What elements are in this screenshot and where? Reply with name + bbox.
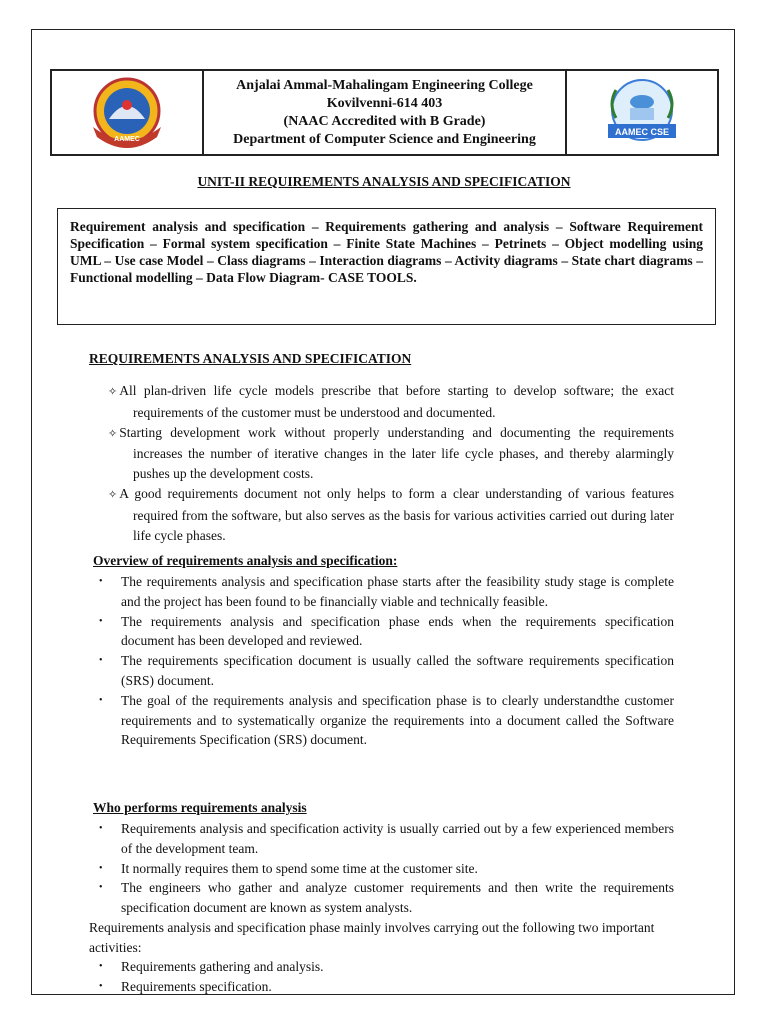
department-name: Department of Computer Science and Engineering <box>233 131 536 147</box>
list-item-text: The goal of the requirements analysis and specification phase is to clearly understandthe customer requirements and to systematically organize the requirements into a document called the Software Requirements Specification (SRS) document. <box>121 692 674 748</box>
diamond-bullet-icon: ✧ <box>108 386 118 398</box>
list-item-text: All plan-driven life cycle models prescribe that before starting to develop software; the exact requirements of the customer must be understood and documented. <box>119 383 674 420</box>
list-item-text: The requirements specification document is usually called the software requirements specification (SRS) document. <box>121 653 674 688</box>
bullet-icon: • <box>99 823 103 834</box>
bullet-icon: • <box>99 615 103 627</box>
college-info <box>204 71 565 154</box>
list-item-text: Requirements analysis and specification activity is usually carried out by a few experienced members of the development team. <box>121 821 674 856</box>
section-heading-overview: Overview of requirements analysis and specification: <box>93 553 398 568</box>
list-item-text: The requirements analysis and specification phase starts after the feasibility study stage is complete and the project has been found to be financially viable and technically feasible. <box>121 574 674 609</box>
list-item <box>93 977 674 997</box>
diamond-list <box>108 381 674 545</box>
list-item <box>93 859 674 879</box>
list-item <box>93 572 674 612</box>
section-heading-who-performs: Who performs requirements analysis <box>93 800 307 815</box>
list-item <box>93 651 674 691</box>
college-accreditation: (NAAC Accredited with B Grade) <box>283 113 486 129</box>
bullet-icon: • <box>99 862 103 874</box>
list-item-text: Requirements gathering and analysis. <box>121 959 324 974</box>
overview-list <box>93 572 674 750</box>
list-item-text: Starting development work without properly understanding and documenting the requirements increases the number of iterative changes in the later life cycle phases, and thereby alarmingly pushes up the development costs. <box>119 424 674 482</box>
list-item <box>108 381 674 423</box>
syllabus-text: Requirement analysis and specification – Requirements gathering and analysis – Software Requirement Specification – Formal system specification – Finite State Machines – Petrinets – Object modelling using UML – Use case Model – Class diagrams – Interaction diagrams – Activity diagrams – State chart diagrams – Functional modelling – Data Flow Diagram- CASE TOOLS. <box>70 219 703 285</box>
list-item-text: The requirements analysis and specification phase ends when the requirements specification document has been developed and reviewed. <box>121 613 674 649</box>
activities-list <box>93 957 674 997</box>
college-name: Anjalai Ammal-Mahalingam Engineering College <box>236 77 533 93</box>
college-logo-cell <box>52 71 204 154</box>
list-item <box>93 612 674 652</box>
college-location: Kovilvenni-614 403 <box>326 95 443 111</box>
list-item <box>93 691 674 750</box>
department-logo-cell <box>565 71 717 154</box>
department-logo-text: AAMEC CSE <box>614 126 670 137</box>
activities-paragraph: Requirements analysis and specification phase mainly involves carrying out the following two important activities: <box>89 920 655 955</box>
department-logo-icon <box>594 74 690 152</box>
bullet-icon: • <box>99 655 103 667</box>
list-item <box>93 957 674 977</box>
diamond-bullet-icon: ✧ <box>108 488 118 501</box>
diamond-bullet-icon: ✧ <box>108 427 118 440</box>
bullet-icon: • <box>99 980 103 992</box>
who-performs-list <box>93 819 674 918</box>
list-item <box>93 819 674 859</box>
bullet-icon: • <box>99 694 103 706</box>
bullet-icon: • <box>99 576 103 587</box>
list-item-text: A good requirements document not only helps to form a clear understanding of various features required from the software, but also serves as the basis for various activities carried out during later life cycle phases. <box>119 485 674 543</box>
list-item <box>108 484 674 545</box>
college-header <box>50 69 719 156</box>
list-item-text: The engineers who gather and analyze customer requirements and then write the requirements specification document are known as system analysts. <box>121 880 674 916</box>
syllabus-box <box>57 208 716 325</box>
section-heading-requirements: REQUIREMENTS ANALYSIS AND SPECIFICATION <box>89 351 412 366</box>
list-item <box>93 878 674 918</box>
unit-title: UNIT-II REQUIREMENTS ANALYSIS AND SPECIFICATION <box>197 174 571 189</box>
bullet-icon: • <box>99 882 103 894</box>
list-item <box>108 423 674 484</box>
list-item-text: It normally requires them to spend some time at the customer site. <box>121 860 478 876</box>
college-logo-icon <box>79 75 175 151</box>
list-item-text: Requirements specification. <box>121 978 272 994</box>
bullet-icon: • <box>99 961 103 972</box>
college-logo-text: AAMEC <box>114 135 140 143</box>
